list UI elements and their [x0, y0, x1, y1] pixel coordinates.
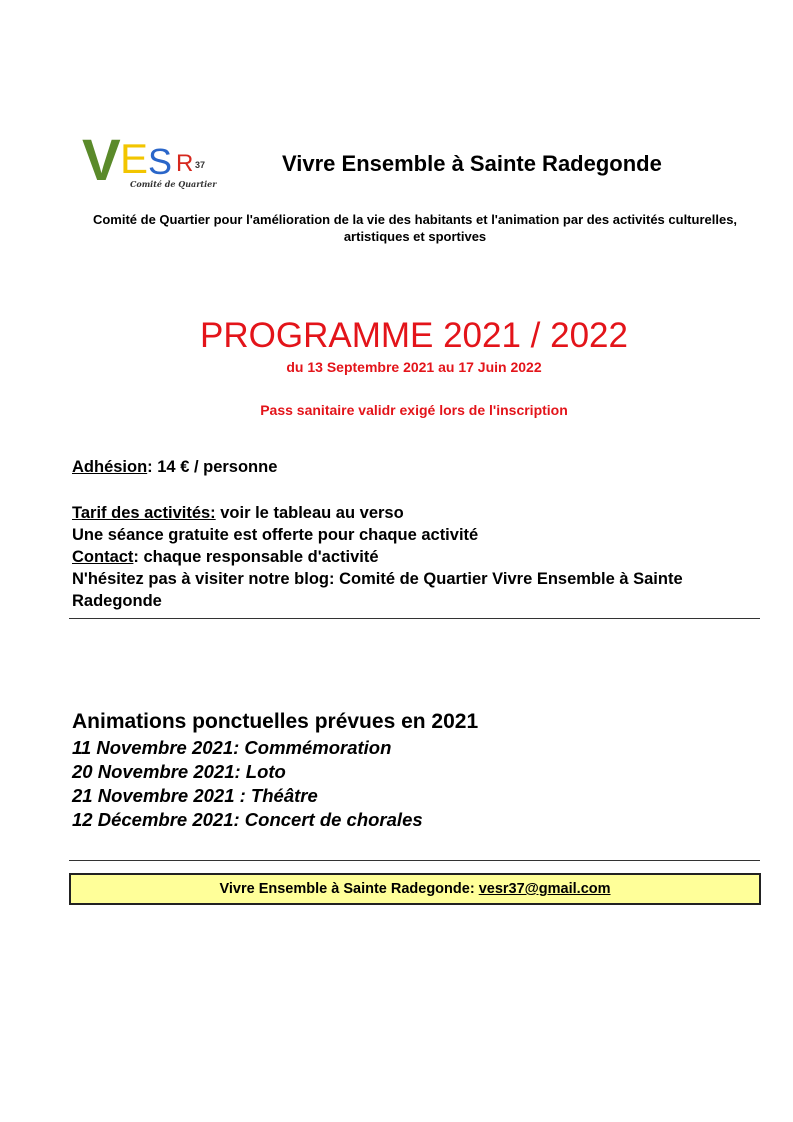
programme-title: PROGRAMME 2021 / 2022	[200, 316, 628, 355]
contact-banner-label: Vivre Ensemble à Sainte Radegonde:	[219, 881, 479, 897]
pricing-value: voir le tableau au verso	[215, 504, 404, 522]
logo-letter-r: R	[176, 150, 194, 177]
organization-title: Vivre Ensemble à Sainte Radegonde	[282, 151, 662, 176]
membership-value: : 14 € / personne	[147, 458, 278, 476]
blog-note-line1: N'hésitez pas à visiter notre blog: Comité de Quartier Vivre Ensemble à Sainte	[72, 570, 683, 588]
pricing-label: Tarif des activités:	[72, 504, 216, 522]
logo-subtitle: Comité de Quartier	[130, 179, 217, 189]
programme-dates: du 13 Septembre 2021 au 17 Juin 2022	[286, 359, 542, 375]
contact-label: Contact	[72, 548, 134, 566]
logo-letter-v: V	[82, 128, 121, 193]
activity-pricing	[72, 502, 404, 524]
divider	[69, 618, 760, 619]
animations-title: Animations ponctuelles prévues en 2021	[72, 710, 479, 733]
organization-description: Comité de Quartier pour l'amélioration de la vie des habitants et l'animation par des activités culturelles, artistiques et sportives	[92, 212, 738, 244]
contact-banner	[69, 873, 761, 905]
blog-note-line2: Radegonde	[72, 592, 162, 610]
logo-number: 37	[195, 160, 206, 170]
membership-fee	[72, 456, 277, 478]
contact-value: : chaque responsable d'activité	[133, 548, 379, 566]
animation-item: 21 Novembre 2021 : Théâtre	[72, 785, 318, 806]
logo-letter-s: S	[148, 141, 173, 182]
vesr-logo	[80, 128, 220, 196]
email-link[interactable]: vesr37@gmail.com	[478, 881, 611, 897]
sanitary-pass-notice: Pass sanitaire validr exigé lors de l'inscription	[260, 402, 568, 418]
membership-label: Adhésion	[72, 458, 148, 476]
divider	[69, 860, 760, 861]
animation-item: 11 Novembre 2021: Commémoration	[72, 737, 392, 758]
animation-item: 20 Novembre 2021: Loto	[72, 761, 286, 782]
logo-letter-e: E	[120, 135, 149, 182]
contact-info	[72, 546, 379, 568]
animation-item: 12 Décembre 2021: Concert de chorales	[72, 809, 423, 830]
free-session-note: Une séance gratuite est offerte pour chaque activité	[72, 526, 479, 544]
